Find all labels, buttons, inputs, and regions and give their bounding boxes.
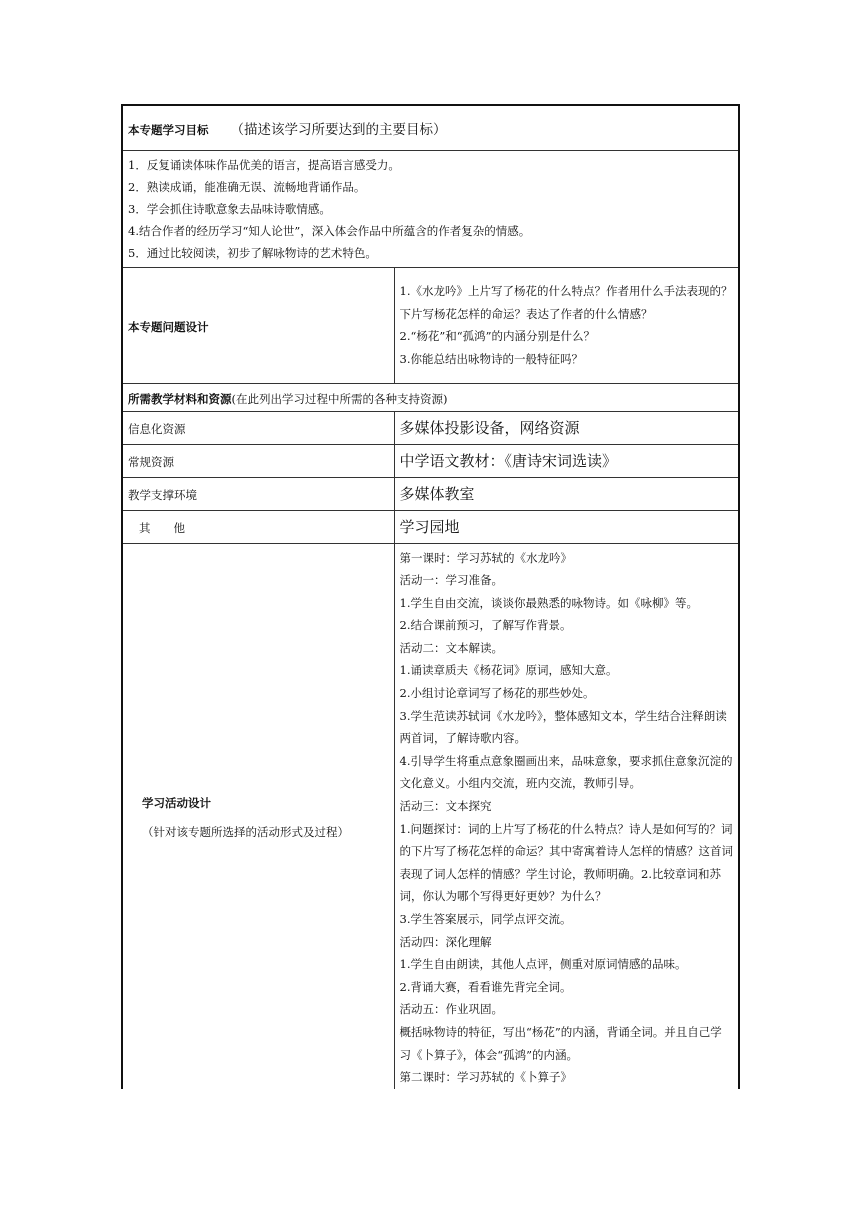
resource-label-cell — [122, 477, 394, 510]
lesson-plan-document — [121, 104, 738, 1089]
activity-line: 2.小组讨论章词写了杨花的那些妙处。 — [399, 686, 595, 701]
activity-line: 1.诵读章质夫《杨花词》原词，感知大意。 — [399, 663, 618, 678]
question-item: 1.《水龙吟》上片写了杨花的什么特点？作者用什么手法表现的？下片写杨花怎样的命运？表达了作者的什么情感？ — [399, 284, 733, 321]
activity-line: 活动二：文本解读。 — [399, 640, 503, 655]
questions-label-cell — [122, 267, 394, 383]
objectives-title: 本专题学习目标 — [128, 122, 209, 137]
activity-line: 4.引导学生将重点意象圈画出来，品味意象，要求抓住意象沉淀的文化意义。小组内交流，班内交流，教师引导。 — [399, 753, 733, 791]
activity-line: 概括咏物诗的特征，写出“杨花”的内涵，背诵全词。并且自己学习《卜算子》，体会“孤鸿”的内涵。 — [399, 1024, 722, 1062]
activity-line: 2.背诵大赛，看看谁先背完全词。 — [399, 979, 572, 994]
resource-label: 教学支撑环境 — [128, 488, 197, 502]
lesson-plan-table — [121, 104, 740, 1089]
resource-label: 常规资源 — [128, 455, 174, 469]
activity-line: 1.问题探讨：词的上片写了杨花的什么特点？诗人是如何写的？词的下片写了杨花怎样的命运？其中寄寓着诗人怎样的情感？这首词表现了词人怎样的情感？学生讨论，教师明确。2.比较章词和苏词，你认为哪个写得更好更妙？为什么？ — [399, 821, 733, 904]
resources-header — [122, 383, 739, 411]
resource-value-cell — [394, 411, 739, 444]
question-item: 3.你能总结出咏物诗的一般特征吗？ — [399, 351, 583, 366]
resource-value-cell — [394, 444, 739, 477]
activity-line: 第一课时：学习苏轼的《水龙吟》 — [399, 550, 572, 565]
activity-line: 1.学生自由朗读，其他人点评，侧重对原词情感的品味。 — [399, 957, 687, 972]
objective-item: 5．通过比较阅读，初步了解咏物诗的艺术特色。 — [128, 245, 377, 260]
resource-value-cell — [394, 510, 739, 543]
activity-line: 3.学生答案展示，同学点评交流。 — [399, 912, 572, 926]
activities-note: （针对该专题所选择的活动形式及过程） — [142, 825, 349, 840]
activity-line: 活动四：深化理解 — [399, 934, 492, 949]
questions-content — [394, 267, 739, 383]
resources-title: 所需教学材料和资源 — [128, 391, 232, 406]
objective-item: 4.结合作者的经历学习“知人论世”，深入体会作品中所蕴含的作者复杂的情感。 — [128, 223, 531, 238]
objective-item: 1．反复诵读体味作品优美的语言，提高语言感受力。 — [128, 157, 400, 172]
activity-line: 活动一：学习准备。 — [399, 573, 503, 588]
resource-value: 多媒体教室 — [399, 485, 475, 503]
resource-label: 其 他 — [139, 521, 185, 535]
activity-line: 2.结合课前预习，了解写作背景。 — [399, 618, 572, 633]
objective-item: 2．熟读成诵，能准确无误、流畅地背诵作品。 — [128, 179, 366, 194]
activity-line: 第二课时：学习苏轼的《卜算子》 — [399, 1070, 572, 1085]
questions-label: 本专题问题设计 — [128, 319, 209, 334]
question-item: 2.“杨花”和“孤鸿”的内涵分别是什么？ — [399, 329, 595, 343]
activities-content — [394, 543, 739, 1089]
activity-line: 活动三：文本探究 — [399, 799, 492, 814]
activity-line: 3.学生范读苏轼词《水龙吟》，整体感知文本，学生结合注释朗读两首词，了解诗歌内容。 — [399, 708, 727, 746]
objectives-note: （描述该学习所要达到的主要目标） — [230, 121, 447, 138]
objectives-header — [122, 105, 739, 150]
resource-label-cell — [122, 444, 394, 477]
resource-value: 中学语文教材：《唐诗宋词选读》 — [399, 452, 618, 470]
objectives-list — [122, 150, 739, 267]
activity-line: 活动五：作业巩固。 — [399, 1002, 503, 1017]
resources-note: (在此列出学习过程中所需的各种支持资源) — [231, 391, 448, 406]
resource-value: 学习园地 — [399, 518, 460, 536]
resource-value-cell — [394, 477, 739, 510]
resource-label-cell — [122, 411, 394, 444]
resource-value: 多媒体投影设备，网络资源 — [399, 419, 580, 437]
resource-label: 信息化资源 — [128, 422, 186, 436]
activity-line: 1.学生自由交流，谈谈你最熟悉的咏物诗。如《咏柳》等。 — [399, 595, 698, 610]
resource-label-cell — [122, 510, 394, 543]
activities-label: 学习活动设计 — [142, 796, 211, 811]
objective-item: 3．学会抓住诗歌意象去品味诗歌情感。 — [128, 201, 331, 216]
activities-label-cell — [122, 543, 394, 1089]
